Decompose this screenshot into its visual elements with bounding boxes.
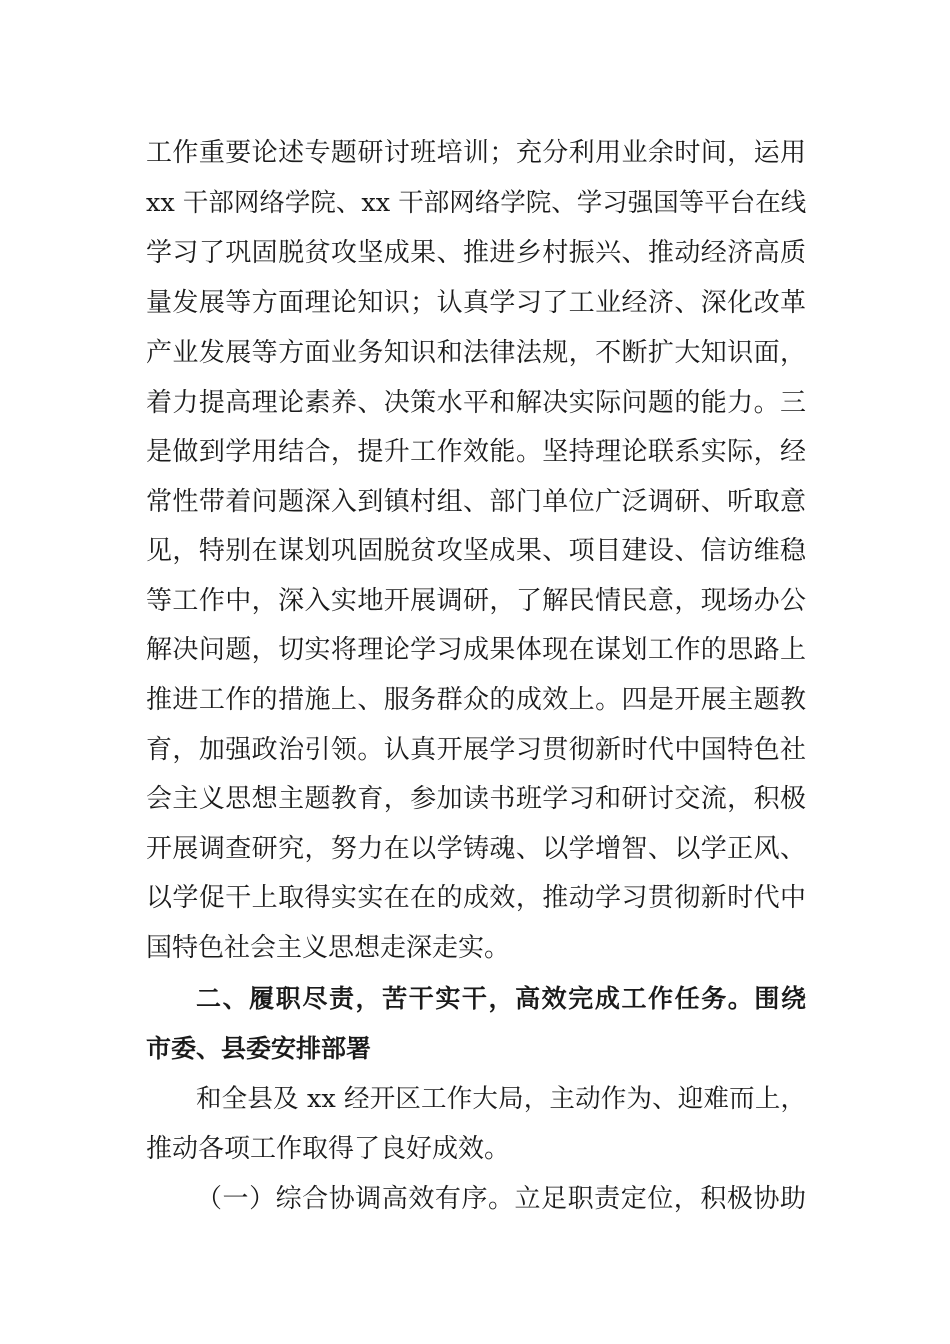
paragraph-line: 解决问题，切实将理论学习成果体现在谋划工作的思路上 bbox=[146, 635, 806, 665]
paragraph-line: 学习了巩固脱贫攻坚成果、推进乡村振兴、推动经济高质 bbox=[146, 238, 806, 268]
section-heading: 二、履职尽责，苦干实干，高效完成工作任务。围绕 bbox=[196, 984, 806, 1013]
paragraph-line: xx 干部网络学院、xx 干部网络学院、学习强国等平台在线 bbox=[146, 188, 806, 218]
paragraph-line: 着力提高理论素养、决策水平和解决实际问题的能力。三 bbox=[146, 388, 806, 418]
paragraph-line: 推进工作的措施上、服务群众的成效上。四是开展主题教 bbox=[146, 685, 806, 715]
paragraph-line: 国特色社会主义思想走深走实。 bbox=[146, 933, 511, 963]
paragraph-line: 育，加强政治引领。认真开展学习贯彻新时代中国特色社 bbox=[146, 735, 806, 765]
paragraph-line: 产业发展等方面业务知识和法律法规，不断扩大知识面， bbox=[146, 338, 806, 368]
paragraph-line: 和全县及 xx 经开区工作大局，主动作为、迎难而上， bbox=[196, 1084, 806, 1114]
paragraph-line: （一）综合协调高效有序。立足职责定位，积极协助 bbox=[196, 1184, 806, 1214]
paragraph-line: 开展调查研究，努力在以学铸魂、以学增智、以学正风、 bbox=[146, 834, 806, 864]
paragraph-line: 是做到学用结合，提升工作效能。坚持理论联系实际，经 bbox=[146, 437, 806, 467]
paragraph-line: 工作重要论述专题研讨班培训；充分利用业余时间，运用 bbox=[146, 138, 806, 168]
paragraph-line: 会主义思想主题教育，参加读书班学习和研讨交流，积极 bbox=[146, 784, 806, 814]
paragraph-line: 以学促干上取得实实在在的成效，推动学习贯彻新时代中 bbox=[146, 883, 806, 913]
paragraph-line: 等工作中，深入实地开展调研，了解民情民意，现场办公 bbox=[146, 586, 806, 616]
paragraph-line: 见，特别在谋划巩固脱贫攻坚成果、项目建设、信访维稳 bbox=[146, 536, 806, 566]
paragraph-line: 推动各项工作取得了良好成效。 bbox=[146, 1134, 511, 1164]
paragraph-line: 量发展等方面理论知识；认真学习了工业经济、深化改革 bbox=[146, 288, 806, 318]
section-heading: 市委、县委安排部署 bbox=[146, 1034, 372, 1063]
paragraph-line: 常性带着问题深入到镇村组、部门单位广泛调研、听取意 bbox=[146, 487, 806, 517]
